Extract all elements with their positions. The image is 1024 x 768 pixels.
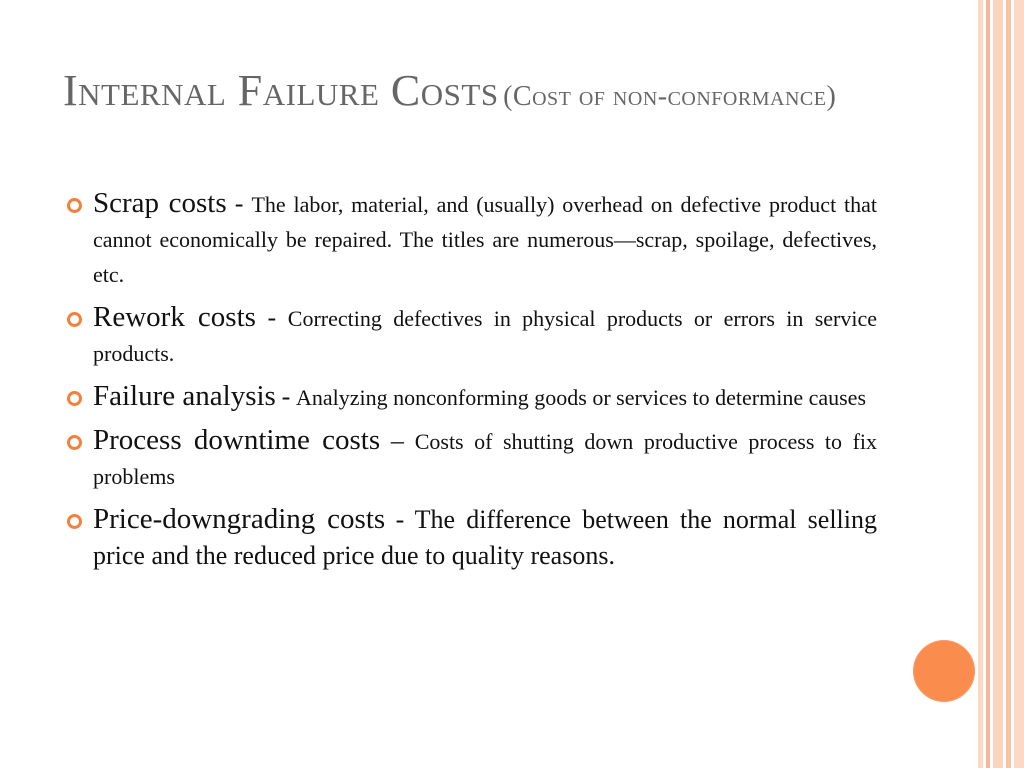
item-term: Price-downgrading costs — [93, 503, 386, 535]
list-item — [65, 300, 877, 371]
item-description: The labor, material, and (usually) overhead on defective product that cannot economically be repaired. The titles are numerous—scrap, spoilage, defectives, etc. — [93, 192, 878, 287]
bullet-icon — [67, 514, 82, 529]
decorative-circle — [913, 640, 975, 702]
item-description: The difference between the normal selling price and the reduced price due to quality reasons. — [93, 505, 877, 570]
item-description: Correcting defectives in physical products or errors in service products. — [93, 306, 878, 366]
decorative-stripe — [993, 0, 1003, 768]
bullet-list — [65, 186, 877, 582]
item-separator: - — [267, 303, 277, 332]
bullet-icon — [67, 435, 82, 450]
item-description: Analyzing nonconforming goods or services to determine causes — [296, 385, 867, 410]
slide-title-sub: (Cost of non-conformance) — [503, 81, 837, 112]
item-term: Rework costs — [93, 301, 256, 333]
bullet-icon — [67, 391, 82, 406]
slide-title-main: Internal Failure Costs — [63, 66, 499, 115]
list-item — [65, 502, 877, 574]
decorative-stripe — [978, 0, 983, 768]
list-item — [65, 379, 877, 415]
item-term: Failure analysis — [93, 380, 276, 412]
list-item — [65, 186, 877, 292]
item-separator: – — [390, 426, 404, 455]
decorative-stripe — [1006, 0, 1011, 768]
bullet-icon — [67, 198, 82, 213]
item-term: Process downtime costs — [93, 424, 381, 456]
bullet-icon — [67, 312, 82, 327]
item-separator: - — [234, 189, 244, 218]
item-description: Costs of shutting down productive process to fix problems — [93, 429, 878, 489]
item-term: Scrap costs — [93, 187, 227, 219]
item-separator: - — [281, 382, 291, 411]
decorative-stripe — [1014, 0, 1024, 768]
list-item — [65, 423, 877, 494]
item-separator: - — [395, 505, 405, 534]
decorative-stripe — [986, 0, 990, 768]
slide-title — [63, 66, 883, 126]
